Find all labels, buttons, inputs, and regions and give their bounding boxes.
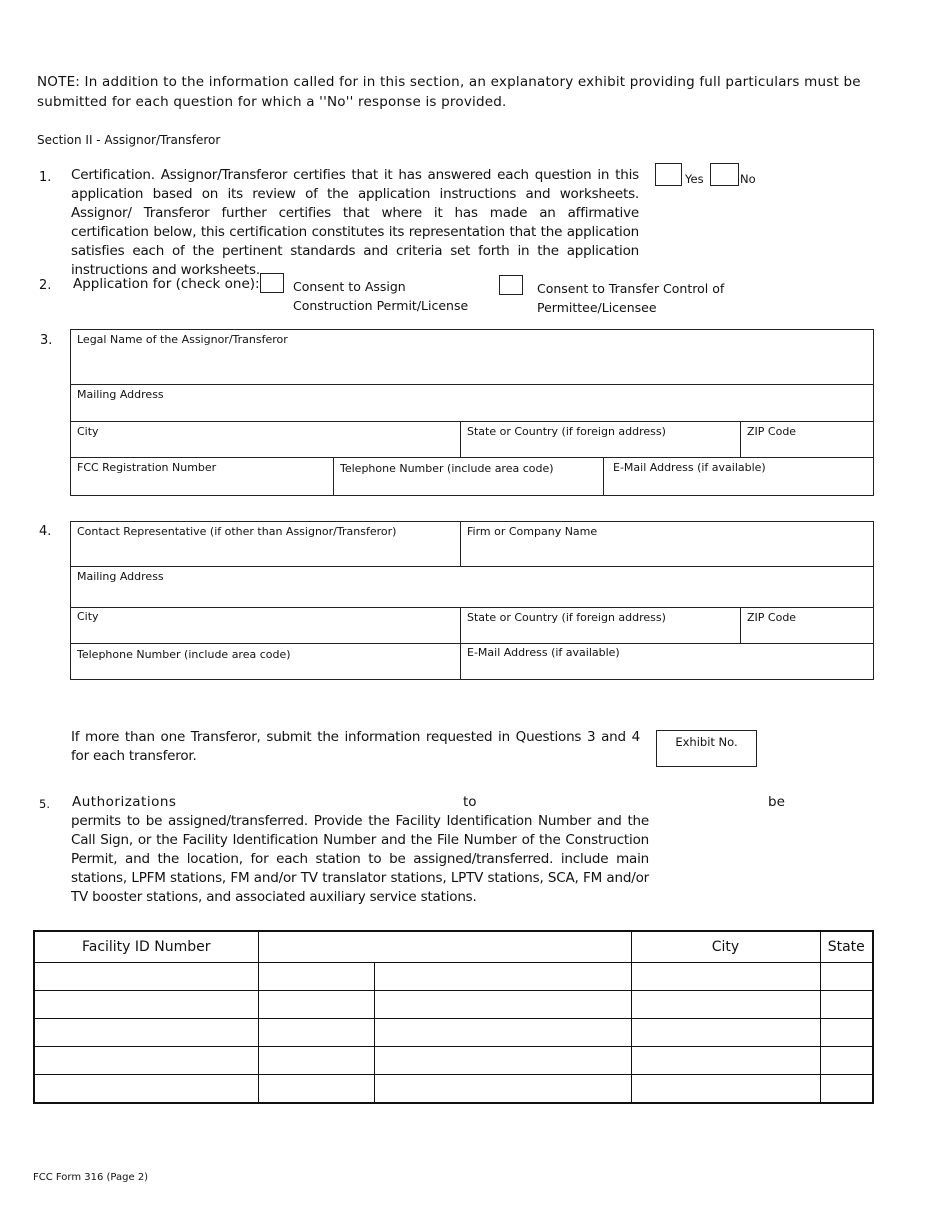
state-input[interactable] — [821, 963, 873, 990]
exhibit-number-label: Exhibit No. — [675, 735, 738, 749]
q3-zip-field[interactable] — [740, 421, 874, 458]
q2-assign-line1: Consent to Assign — [293, 279, 406, 294]
cell-state[interactable] — [820, 991, 873, 1019]
q4-mailing-address-input[interactable] — [75, 589, 869, 604]
q2-transfer-line1: Consent to Transfer Control of — [537, 281, 725, 296]
q3-email-input[interactable] — [608, 477, 869, 492]
cell-facility-id[interactable] — [34, 1075, 258, 1104]
q4-telephone-field[interactable] — [70, 643, 461, 680]
facility-id-input[interactable] — [35, 1047, 258, 1074]
q1-yes-label: Yes — [685, 172, 704, 186]
cell-call-sign[interactable] — [258, 991, 374, 1019]
q1-no-label: No — [740, 172, 756, 186]
facility-id-input[interactable] — [35, 1075, 258, 1102]
q2-transfer-option — [537, 279, 724, 317]
header-facility-id: Facility ID Number — [34, 931, 258, 963]
table-row — [34, 991, 873, 1019]
q3-telephone-label: Telephone Number (include area code) — [340, 462, 554, 475]
call-sign-input[interactable] — [259, 1075, 374, 1102]
cell-city[interactable] — [631, 1019, 820, 1047]
cell-state[interactable] — [820, 1075, 873, 1104]
cell-state[interactable] — [820, 1019, 873, 1047]
cell-call-sign[interactable] — [258, 1047, 374, 1075]
q3-mailing-address-label: Mailing Address — [77, 388, 164, 401]
cell-facility-id[interactable] — [34, 963, 258, 991]
q4-state-field[interactable] — [460, 607, 741, 644]
note-paragraph: NOTE: In addition to the information called for in this section, an explanatory exhibit providing full particulars must be submitted for each question for which a ''No'' response is provided. — [37, 74, 861, 110]
q4-zip-label: ZIP Code — [747, 611, 797, 624]
q2-assign-option — [293, 277, 468, 315]
q4-mailing-address-label: Mailing Address — [77, 570, 164, 583]
q5-word-be: be — [768, 794, 785, 810]
q4-number: 4. — [39, 524, 52, 539]
q3-telephone-field[interactable] — [333, 457, 604, 496]
exhibit-number-field[interactable] — [656, 730, 757, 767]
q4-contact-rep-field[interactable] — [70, 521, 461, 567]
state-input[interactable] — [821, 1075, 873, 1102]
q4-contact-rep-label: Contact Representative (if other than Assignor/Transferor) — [77, 525, 397, 538]
cell-city[interactable] — [631, 1047, 820, 1075]
q1-number: 1. — [39, 170, 52, 185]
q5-word-to: to — [463, 794, 477, 810]
cell-state[interactable] — [820, 963, 873, 991]
q2-transfer-checkbox[interactable] — [499, 275, 523, 295]
q4-state-input[interactable] — [465, 625, 736, 640]
q4-email-label: E-Mail Address (if available) — [467, 646, 620, 659]
q3-city-label: City — [77, 425, 99, 438]
q3-frn-field[interactable] — [70, 457, 334, 496]
cell-state[interactable] — [820, 1047, 873, 1075]
q4-city-field[interactable] — [70, 607, 461, 644]
cell-city[interactable] — [631, 991, 820, 1019]
q4-firm-field[interactable] — [460, 521, 874, 567]
form-footer: FCC Form 316 (Page 2) — [33, 1172, 149, 1183]
multi-transferor-text: If more than one Transferor, submit the information requested in Questions 3 and 4 for each transferor. — [71, 729, 640, 764]
cell-facility-id[interactable] — [34, 1047, 258, 1075]
state-input[interactable] — [821, 1047, 873, 1074]
q3-city-field[interactable] — [70, 421, 461, 458]
q5-number: 5. — [39, 797, 50, 811]
q3-email-field[interactable] — [603, 457, 874, 496]
table-row — [34, 963, 873, 991]
q3-city-input[interactable] — [75, 439, 456, 454]
header-blank — [258, 931, 631, 963]
q3-frn-label: FCC Registration Number — [77, 461, 217, 474]
q3-state-label: State or Country (if foreign address) — [467, 425, 666, 438]
q5-word-authorizations: Authorizations — [72, 794, 177, 810]
call-sign-input[interactable] — [259, 991, 374, 1018]
table-row — [34, 1019, 873, 1047]
q4-state-label: State or Country (if foreign address) — [467, 611, 666, 624]
facility-table — [33, 930, 874, 1104]
state-input[interactable] — [821, 1019, 873, 1046]
state-input[interactable] — [821, 991, 873, 1018]
q3-state-field[interactable] — [460, 421, 741, 458]
cell-city[interactable] — [631, 1075, 820, 1104]
city-input[interactable] — [632, 1047, 820, 1074]
q3-mailing-address-input[interactable] — [75, 403, 869, 418]
cell-facility-id[interactable] — [34, 991, 258, 1019]
table-row — [34, 1047, 873, 1075]
q3-legal-name-field[interactable] — [70, 329, 874, 385]
q3-legal-name-input[interactable] — [75, 366, 869, 381]
cell-facility-id[interactable] — [34, 1019, 258, 1047]
call-sign-input[interactable] — [259, 1047, 374, 1074]
cell-city[interactable] — [631, 963, 820, 991]
cell-file-number[interactable] — [374, 1047, 631, 1075]
q4-email-field[interactable] — [460, 643, 874, 680]
q3-legal-name-label: Legal Name of the Assignor/Transferor — [77, 333, 288, 346]
q3-telephone-input[interactable] — [338, 477, 599, 492]
cell-file-number[interactable] — [374, 1075, 631, 1104]
file-number-input[interactable] — [375, 991, 631, 1018]
cell-file-number[interactable] — [374, 963, 631, 991]
cell-call-sign[interactable] — [258, 1075, 374, 1104]
file-number-input[interactable] — [375, 1047, 631, 1074]
q2-label: Application for (check one): — [73, 276, 260, 292]
q2-number: 2. — [39, 278, 52, 293]
q3-zip-input[interactable] — [745, 439, 869, 454]
q4-city-label: City — [77, 610, 99, 623]
q2-assign-line2: Construction Permit/License — [293, 298, 469, 313]
cell-call-sign[interactable] — [258, 963, 374, 991]
q1-no-checkbox[interactable] — [710, 163, 739, 186]
facility-id-input[interactable] — [35, 963, 258, 990]
q4-contact-rep-input[interactable] — [75, 548, 456, 563]
q4-firm-input[interactable] — [465, 548, 869, 563]
q4-email-input[interactable] — [465, 661, 869, 676]
cell-call-sign[interactable] — [258, 1019, 374, 1047]
q4-city-input[interactable] — [75, 625, 456, 640]
q4-telephone-input[interactable] — [75, 661, 456, 676]
q3-frn-input[interactable] — [75, 477, 329, 492]
q4-firm-label: Firm or Company Name — [467, 525, 598, 538]
city-input[interactable] — [632, 991, 820, 1018]
file-number-input[interactable] — [375, 1019, 631, 1046]
table-row — [34, 1075, 873, 1104]
q3-zip-label: ZIP Code — [747, 425, 797, 438]
call-sign-input[interactable] — [259, 1019, 374, 1046]
q3-email-label: E-Mail Address (if available) — [613, 461, 766, 474]
q4-telephone-label: Telephone Number (include area code) — [77, 648, 291, 661]
q4-zip-field[interactable] — [740, 607, 874, 644]
q4-mailing-address-field[interactable] — [70, 566, 874, 608]
q2-assign-checkbox[interactable] — [260, 273, 284, 293]
q3-state-input[interactable] — [465, 439, 736, 454]
city-input[interactable] — [632, 1019, 820, 1046]
call-sign-input[interactable] — [259, 963, 374, 990]
city-input[interactable] — [632, 1075, 820, 1102]
q4-zip-input[interactable] — [745, 625, 869, 640]
q1-certification-text: Certification. Assignor/Transferor certifies that it has answered each question in this application based on its review of the application instructions and worksheets. Assignor/ Transferor further certifies that where it has made an affirmative certification below, this certification constitutes its representation that the application satisfies each of the pertinent standards and criteria set forth in the application instructions and worksheets. — [71, 167, 639, 278]
header-city: City — [631, 931, 820, 963]
cell-file-number[interactable] — [374, 1019, 631, 1047]
city-input[interactable] — [632, 963, 820, 990]
header-state: State — [820, 931, 873, 963]
facility-id-input[interactable] — [35, 991, 258, 1018]
q2-transfer-line2: Permittee/Licensee — [537, 300, 657, 315]
q3-mailing-address-field[interactable] — [70, 384, 874, 422]
facility-id-input[interactable] — [35, 1019, 258, 1046]
facility-table-header-row — [34, 931, 873, 963]
q3-number: 3. — [40, 333, 53, 348]
file-number-input[interactable] — [375, 1075, 631, 1102]
q1-yes-checkbox[interactable] — [655, 163, 682, 186]
q5-instructions-text: permits to be assigned/transferred. Provide the Facility Identification Number and the Call Sign, or the Facility Identification Number and the File Number of the Construction Permit, and the location, for each station to be assigned/transferred. include main stations, LPFM stations, FM and/or TV translator stations, LPTV stations, SCA, FM and/or TV booster stations, and associated auxiliary service stations. — [71, 813, 649, 905]
cell-file-number[interactable] — [374, 991, 631, 1019]
section-title: Section II - Assignor/Transferor — [37, 133, 221, 147]
file-number-input[interactable] — [375, 963, 631, 990]
